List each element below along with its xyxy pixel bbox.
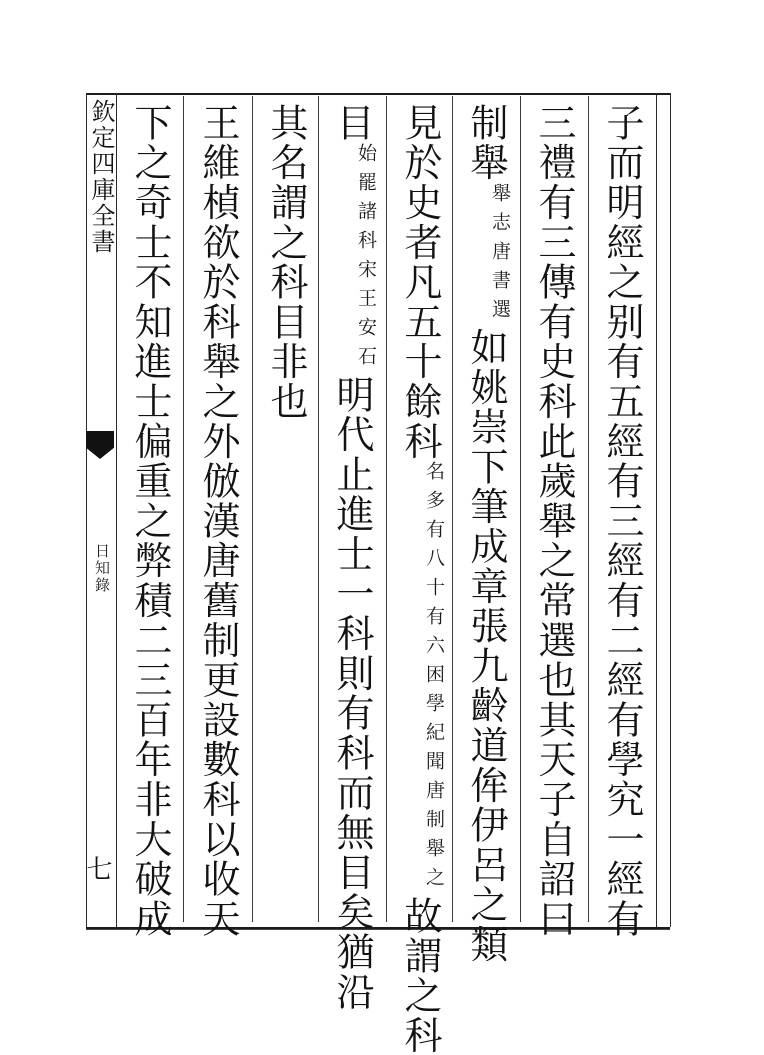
annotation-left-line: 始罷諸科: [355, 142, 377, 259]
column-5-main-end: 明代止進士一科則有科而無目矣猶沿: [330, 374, 374, 1012]
column-4-annotation: [421, 461, 446, 896]
text-column-8: 下之奇士不知進士偏重之弊積二三百年非大破成: [128, 103, 172, 939]
margin-page-number: 七: [82, 855, 112, 881]
column-3-main-start: 制舉: [464, 103, 508, 183]
fishtail-mark-icon: [86, 431, 114, 459]
text-column-7: 王維楨欲於科舉之外倣漢唐舊制更設數科以收天: [196, 103, 240, 939]
column-separator: [386, 96, 387, 922]
column-separator: [588, 96, 589, 922]
column-separator: [252, 96, 253, 922]
frame-inner-right-rule: [656, 93, 657, 927]
margin-strip-rule: [116, 93, 117, 927]
column-3-main-end: 如姚崇下筆成章張九齡道侔伊呂之類: [464, 327, 508, 965]
text-column-1: 子而明經之别有五經有三經有二經有學究一經有: [600, 103, 644, 939]
column-separator: [452, 96, 453, 922]
annotation-left-line: 名多有八十有六: [423, 461, 445, 665]
margin-strip: [82, 95, 116, 925]
column-4-main-end: 故謂之科: [398, 896, 442, 1055]
text-column-5: [326, 103, 378, 1012]
column-3-annotation: [487, 183, 512, 328]
text-column-6: 其名謂之科目非也: [264, 103, 308, 422]
annotation-left-line: 舉志: [489, 182, 511, 241]
annotation-right-line: 宋王安石: [355, 258, 377, 375]
column-4-main-start: 見於史者凡五十餘科: [398, 103, 442, 462]
text-column-4: [394, 103, 446, 1055]
margin-title: 欽定四庫全書: [87, 99, 115, 255]
text-column-2: 三禮有三傳有史科此歲舉之常選也其天子自詔曰: [532, 103, 576, 939]
margin-book-title: 日知錄: [93, 543, 111, 594]
annotation-right-line: 困學紀聞唐制舉之: [423, 664, 445, 897]
column-separator: [183, 96, 184, 922]
annotation-right-line: 唐書選: [489, 240, 511, 328]
column-separator: [520, 96, 521, 922]
column-5-annotation: [353, 143, 378, 375]
text-column-3: [460, 103, 512, 964]
frame-outer-right-rule: [670, 93, 671, 927]
column-separator: [318, 96, 319, 922]
column-5-main-start: 目: [330, 103, 374, 143]
